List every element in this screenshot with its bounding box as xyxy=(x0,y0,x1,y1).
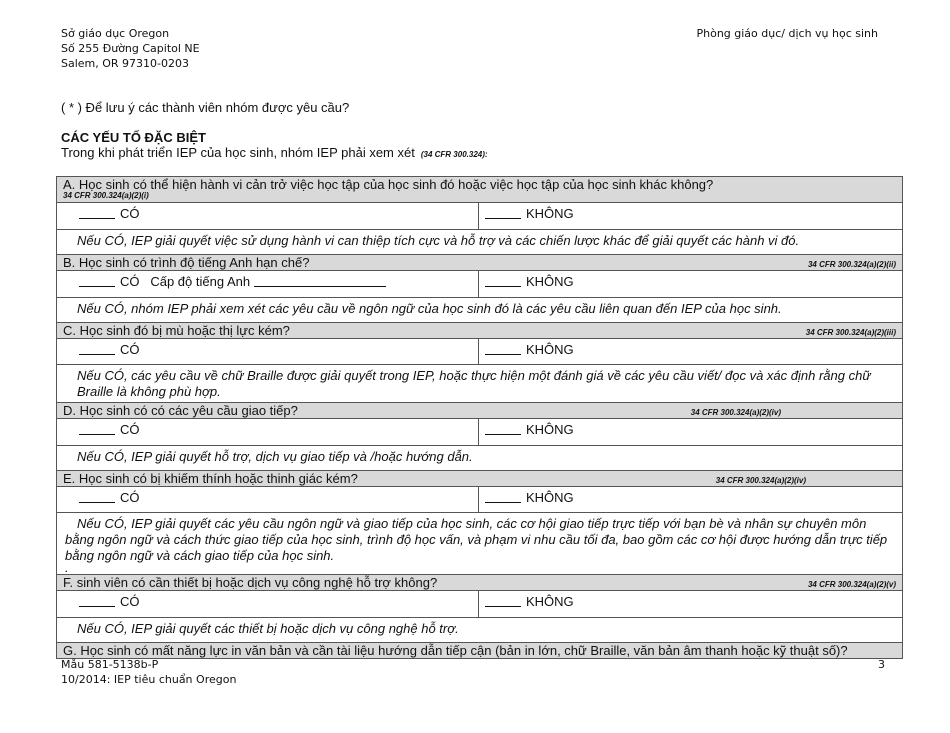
factor-e-question-row xyxy=(57,471,903,487)
factor-b-yes-blank[interactable] xyxy=(79,274,115,287)
factor-e-explanation: Nếu CÓ, IEP giải quyết các yêu cầu ngôn ngữ và giao tiếp của học sinh, các cơ hội giao tiếp trực tiếp với bạn bè và nhân sự chuyên môn bằng ngôn ngữ và cách thức giao tiếp của học sinh, trình độ học vấn, và phạm vi nhu cầu tối đa, bao gồm các cơ hội được hướng dẫn trực tiếp bằng ngôn ngữ và cách giao tiếp của học sinh. xyxy=(65,516,888,563)
section-intro xyxy=(61,145,488,160)
factor-e-yes-blank[interactable] xyxy=(79,490,115,503)
factor-a-no-option[interactable] xyxy=(479,203,903,230)
header-address xyxy=(61,26,200,71)
factor-d-no-blank[interactable] xyxy=(485,422,521,435)
factor-a-explanation-row xyxy=(57,230,903,255)
factor-a-question-row xyxy=(57,177,903,203)
factor-f-question-row xyxy=(57,575,903,591)
factor-f-options-row xyxy=(57,591,903,618)
factor-d-yes-option[interactable] xyxy=(57,419,479,446)
factor-b-question-row xyxy=(57,255,903,271)
factor-d-options-row xyxy=(57,419,903,446)
section-title: CÁC YẾU TỐ ĐẶC BIỆT xyxy=(61,130,206,145)
factor-f-no-blank[interactable] xyxy=(485,594,521,607)
factor-c-yes-blank[interactable] xyxy=(79,342,115,355)
factor-e-yes-option[interactable] xyxy=(57,487,479,513)
factor-c-no-label: KHÔNG xyxy=(526,342,574,357)
header-department: Phòng giáo dục/ dịch vụ học sinh xyxy=(696,27,878,40)
factor-a-yes-label: CÓ xyxy=(120,206,140,221)
factor-g-question: G. Học sinh có mất năng lực in văn bản và cần tài liệu hướng dẫn tiếp cận (bản in lớn, chữ Braille, văn bản âm thanh hoặc kỹ thuật số)? xyxy=(57,643,903,659)
factor-a-no-blank[interactable] xyxy=(485,206,521,219)
factor-d-question: D. Học sinh có có các yêu cầu giao tiếp? xyxy=(63,403,298,418)
factor-e-trailing-mark: . xyxy=(65,560,69,575)
factor-c-citation: 34 CFR 300.324(a)(2)(iii) xyxy=(805,328,897,337)
footer-form-info xyxy=(61,657,236,687)
intro-text: Trong khi phát triển IEP của học sinh, nhóm IEP phải xem xét xyxy=(61,145,415,160)
factor-a-question: A. Học sinh có thể hiện hành vi cản trở việc học tập của học sinh đó hoặc việc học tập của học sinh khác không? xyxy=(63,177,714,192)
page-number: 3 xyxy=(878,658,885,671)
factor-d-explanation-row xyxy=(57,446,903,471)
factor-e-options-row xyxy=(57,487,903,513)
header-street: Số 255 Đường Capitol NE xyxy=(61,42,200,55)
factor-a-citation: 34 CFR 300.324(a)(2)(i) xyxy=(63,191,149,200)
factor-b-yes-option[interactable] xyxy=(57,271,479,298)
header-org: Sở giáo dục Oregon xyxy=(61,27,170,40)
factor-b-english-level-label: Cấp độ tiếng Anh xyxy=(150,274,251,289)
factor-c-yes-label: CÓ xyxy=(120,342,140,357)
factor-f-yes-option[interactable] xyxy=(57,591,479,618)
footer-form-date: 10/2014: IEP tiêu chuẩn Oregon xyxy=(61,673,237,686)
factor-f-no-option[interactable] xyxy=(479,591,903,618)
factor-d-question-row xyxy=(57,403,903,419)
factor-b-explanation-row xyxy=(57,298,903,323)
factor-b-explanation: Nếu CÓ, nhóm IEP phải xem xét các yêu cầu về ngôn ngữ của học sinh đó là các yêu cầu liên quan đến IEP của học sinh. xyxy=(57,298,903,323)
factor-b-no-label: KHÔNG xyxy=(526,274,574,289)
factor-c-explanation: Nếu CÓ, các yêu cầu về chữ Braille được giải quyết trong IEP, hoặc thực hiện một đánh giá về các yêu cầu viết/ đọc và xác định rằng chữ Braille là không phù hợp. xyxy=(57,365,903,403)
factor-f-yes-blank[interactable] xyxy=(79,594,115,607)
footer-form-number: Mẫu 581-5138b-P xyxy=(61,658,159,671)
factor-d-no-label: KHÔNG xyxy=(526,422,574,437)
factor-e-no-label: KHÔNG xyxy=(526,490,574,505)
intro-citation: (34 CFR 300.324): xyxy=(420,150,488,159)
factor-b-question: B. Học sinh có trình độ tiếng Anh hạn chế? xyxy=(63,255,310,270)
factor-a-options-row xyxy=(57,203,903,230)
factor-b-options-row xyxy=(57,271,903,298)
factor-c-no-blank[interactable] xyxy=(485,342,521,355)
factor-c-options-row xyxy=(57,339,903,365)
factor-f-explanation: Nếu CÓ, IEP giải quyết các thiết bị hoặc dịch vụ công nghệ hỗ trợ. xyxy=(57,618,903,643)
factor-a-yes-option[interactable] xyxy=(57,203,479,230)
factor-b-yes-label: CÓ xyxy=(120,274,140,289)
factor-c-question: C. Học sinh đó bị mù hoặc thị lực kém? xyxy=(63,323,290,338)
header-city: Salem, OR 97310-0203 xyxy=(61,57,190,70)
required-members-note: ( * ) Để lưu ý các thành viên nhóm được yêu cầu? xyxy=(61,100,350,115)
factor-f-yes-label: CÓ xyxy=(120,594,140,609)
factor-d-explanation: Nếu CÓ, IEP giải quyết hỗ trợ, dịch vụ giao tiếp và /hoặc hướng dẫn. xyxy=(57,446,903,471)
factor-d-yes-label: CÓ xyxy=(120,422,140,437)
factor-b-no-option[interactable] xyxy=(479,271,903,298)
factor-d-citation: 34 CFR 300.324(a)(2)(iv) xyxy=(690,408,782,417)
factor-e-question: E. Học sinh có bị khiếm thính hoặc thinh giác kém? xyxy=(63,471,358,486)
factor-e-no-blank[interactable] xyxy=(485,490,521,503)
special-factors-table xyxy=(56,176,903,659)
factor-f-no-label: KHÔNG xyxy=(526,594,574,609)
factor-c-no-option[interactable] xyxy=(479,339,903,365)
factor-e-explanation-row xyxy=(57,513,903,575)
factor-c-question-row xyxy=(57,323,903,339)
factor-d-yes-blank[interactable] xyxy=(79,422,115,435)
factor-f-explanation-row xyxy=(57,618,903,643)
factor-d-no-option[interactable] xyxy=(479,419,903,446)
factor-e-no-option[interactable] xyxy=(479,487,903,513)
factor-e-citation: 34 CFR 300.324(a)(2)(iv) xyxy=(715,476,807,485)
factor-c-yes-option[interactable] xyxy=(57,339,479,365)
factor-b-english-level-field[interactable] xyxy=(254,274,386,287)
factor-e-yes-label: CÓ xyxy=(120,490,140,505)
factor-b-citation: 34 CFR 300.324(a)(2)(ii) xyxy=(807,260,897,269)
factor-f-citation: 34 CFR 300.324(a)(2)(v) xyxy=(807,580,897,589)
factor-b-no-blank[interactable] xyxy=(485,274,521,287)
factor-a-explanation: Nếu CÓ, IEP giải quyết việc sử dụng hành vi can thiệp tích cực và hỗ trợ và các chiến lược khác để giải quyết các hành vi đó. xyxy=(57,230,903,255)
factor-c-explanation-row xyxy=(57,365,903,403)
factor-a-no-label: KHÔNG xyxy=(526,206,574,221)
factor-f-question: F. sinh viên có cần thiết bị hoặc dịch vụ công nghệ hỗ trợ không? xyxy=(63,575,438,590)
factor-a-yes-blank[interactable] xyxy=(79,206,115,219)
